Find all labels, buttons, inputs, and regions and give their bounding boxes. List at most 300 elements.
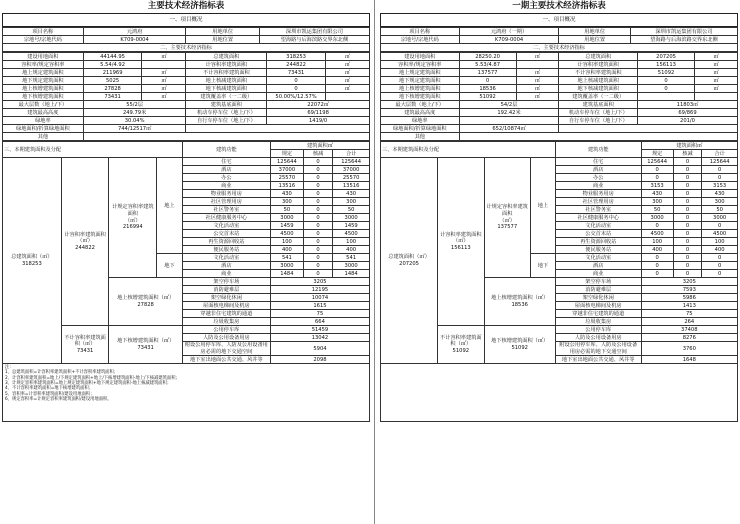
table-cell: 3000	[270, 262, 303, 270]
table-cell: 51092	[459, 93, 516, 101]
table-cell: 0	[267, 77, 326, 85]
table-cell: 深圳市凯运集团有限公司	[630, 28, 737, 36]
table-cell: 100	[702, 238, 738, 246]
group-label: 不计容积率建筑面积（㎡） 51092	[438, 326, 484, 364]
function-name: 商业	[182, 270, 270, 278]
table-cell: 744/12517㎡	[83, 125, 186, 133]
column-header: 核减	[673, 150, 702, 158]
table-cell: 建筑基底面积	[559, 101, 638, 109]
table-cell: 201/0	[638, 117, 738, 125]
section-heading: 二、主要技术经济指标	[3, 44, 370, 52]
table-cell: 12195	[270, 286, 369, 294]
table-cell: 3153	[641, 182, 673, 190]
table-cell: 7593	[641, 286, 737, 294]
table-cell: 2098	[270, 356, 369, 364]
function-name: 再生资源回收站	[555, 238, 641, 246]
function-name: 酒店	[555, 262, 641, 270]
group-label: 地上	[157, 158, 183, 254]
table-cell: 3205	[641, 278, 737, 286]
table-cell: 0	[459, 77, 516, 85]
note-line: 6、规定容积率=计规定容积率建筑面积/建设用地面积。	[5, 396, 112, 402]
table-cell: 地下核增建筑面积	[381, 93, 460, 101]
table-cell: 0	[267, 85, 326, 93]
table-cell: 3000	[270, 214, 303, 222]
function-name: 公用停车库	[555, 326, 641, 334]
table-cell: 5.54/4.92	[83, 61, 142, 69]
table-cell: 4500	[270, 230, 303, 238]
table-cell: 44144.95	[83, 53, 142, 61]
table-cell: 100	[270, 238, 303, 246]
table-cell: 100	[641, 238, 673, 246]
table-cell: 地上核减建筑面积	[186, 77, 267, 85]
table-cell: 0	[702, 262, 738, 270]
table-cell: 125644	[641, 158, 673, 166]
table-cell: 用地位置	[186, 36, 259, 44]
function-name: 社区管理用房	[182, 198, 270, 206]
group-label: 计规定容积率建筑面积 （㎡） 137577	[484, 158, 530, 278]
table-cell: 8276	[641, 334, 737, 342]
table-cell: 0	[673, 262, 702, 270]
project-overview-table	[2, 27, 370, 52]
table-cell: 5025	[83, 77, 142, 85]
table-cell: 总建筑面积	[559, 53, 638, 61]
table-cell	[695, 93, 738, 101]
indicator-table	[2, 52, 370, 141]
table-cell: 300	[270, 198, 303, 206]
table-cell: 318253	[267, 53, 326, 61]
table-cell: ㎡	[695, 53, 738, 61]
table-cell: 5986	[641, 294, 737, 302]
table-cell: 地下规定建筑面积	[381, 77, 460, 85]
function-name: 酒店	[182, 262, 270, 270]
group-label: 不计容积率建筑面积（㎡） 73431	[61, 326, 109, 364]
function-name: 文化活动室	[182, 254, 270, 262]
table-cell: 建筑基底面积	[186, 101, 267, 109]
table-cell: 用地位置	[559, 36, 630, 44]
table-cell: 664	[270, 318, 369, 326]
table-cell: 4500	[333, 230, 370, 238]
table-cell: 0	[638, 85, 695, 93]
table-cell: 0	[303, 270, 332, 278]
table-cell: 75	[641, 310, 737, 318]
table-cell: 25570	[270, 174, 303, 182]
table-cell: 50	[702, 206, 738, 214]
indicator-table	[380, 52, 738, 141]
table-cell: 0	[303, 238, 332, 246]
function-name: 社区警务室	[555, 206, 641, 214]
table-cell: 27828	[83, 85, 142, 93]
table-cell: 249.79米	[83, 109, 186, 117]
table-cell: 0	[641, 222, 673, 230]
function-name: 架空绿化休闲	[182, 294, 270, 302]
table-cell: 50	[333, 206, 370, 214]
table-cell: 400	[333, 246, 370, 254]
column-header: 合计	[702, 150, 738, 158]
table-cell: 300	[333, 198, 370, 206]
column-header: 建筑面积㎡	[270, 142, 369, 150]
table-cell: 4500	[641, 230, 673, 238]
table-cell: ㎡	[142, 93, 186, 101]
table-cell: 430	[641, 190, 673, 198]
table-cell: 用地单位	[559, 28, 630, 36]
function-name: 便民服务站	[182, 246, 270, 254]
function-name: 再生资源回收站	[182, 238, 270, 246]
table-cell: 地上规定建筑面积	[3, 69, 84, 77]
table-cell: 绿地率	[381, 117, 460, 125]
function-name: 附设公用停车库、人防及公用设备用房必需的地下交通空间	[555, 342, 641, 356]
table-cell: 用地单位	[186, 28, 259, 36]
table-cell: 0	[702, 174, 738, 182]
table-cell: 宗地号/宗地代码	[3, 36, 84, 44]
note-line: 5、容积率=计容积率建筑面积/建设用地面积；	[5, 391, 95, 397]
function-name: 垃圾收集房	[555, 318, 641, 326]
table-cell: 项目名称	[381, 28, 460, 36]
table-cell: 地上核增建筑面积	[3, 85, 84, 93]
function-name: 文化活动室	[182, 222, 270, 230]
function-name: 人防及公用设备用房	[182, 334, 270, 342]
column-header: 规定	[641, 150, 673, 158]
table-cell: 156113	[638, 61, 695, 69]
table-cell: 18536	[459, 85, 516, 93]
table-cell: 3000	[333, 214, 370, 222]
group-label: 地下	[530, 254, 555, 278]
section-heading: 三、本期建筑面积及分配	[3, 142, 183, 158]
function-name: 架空绿化休闲	[555, 294, 641, 302]
table-cell: 430	[270, 190, 303, 198]
table-cell: ㎡	[325, 53, 369, 61]
table-cell: 69/1198	[267, 109, 370, 117]
table-cell: 1484	[333, 270, 370, 278]
table-cell: 1459	[270, 222, 303, 230]
table-cell: 400	[270, 246, 303, 254]
function-name: 社区健康服务中心	[555, 214, 641, 222]
table-cell: 54/2层	[459, 101, 559, 109]
table-cell: 建筑覆盖率（一二级）	[559, 93, 638, 101]
table-cell: 0	[702, 166, 738, 174]
table-cell: 1413	[641, 302, 737, 310]
table-cell: 50	[641, 206, 673, 214]
table-cell: 0	[673, 174, 702, 182]
table-cell: 不计容积率建筑面积	[559, 69, 638, 77]
table-cell: ㎡	[695, 61, 738, 69]
table-cell: K709-0004	[459, 36, 559, 44]
table-cell: 37000	[333, 166, 370, 174]
table-cell: 100	[333, 238, 370, 246]
table-cell: 绿地面积/折算绿地面积	[381, 125, 460, 133]
column-header: 合计	[333, 150, 370, 158]
table-cell: 125644	[702, 158, 738, 166]
area-distribution-table	[2, 141, 370, 364]
table-cell: 0	[303, 182, 332, 190]
table-cell: 建设用地面积	[381, 53, 460, 61]
table-cell: 望海路与后海滨路交界东北侧	[630, 36, 737, 44]
table-cell: 5.53/4.87	[459, 61, 516, 69]
table-cell: 207205	[638, 53, 695, 61]
table-cell: 0	[673, 270, 702, 278]
table-cell: 0	[638, 77, 695, 85]
function-name: 酒店	[182, 166, 270, 174]
table-cell: 50.00%/12.57%	[267, 93, 326, 101]
table-cell: 机动车停车位（地上/下）	[559, 109, 638, 117]
function-name: 垃圾收集房	[182, 318, 270, 326]
table-cell: 0	[673, 222, 702, 230]
table-cell: ㎡	[695, 85, 738, 93]
function-name: 酒店	[555, 166, 641, 174]
table-cell: 25570	[333, 174, 370, 182]
table-cell: ㎡	[142, 69, 186, 77]
table-cell: 4500	[702, 230, 738, 238]
function-name: 便民服务站	[555, 246, 641, 254]
table-cell: 建设用地面积	[3, 53, 84, 61]
table-cell: 1484	[270, 270, 303, 278]
table-cell: 50	[270, 206, 303, 214]
section-heading: 一、项目概况	[380, 13, 738, 27]
table-cell: 1615	[270, 302, 369, 310]
function-name: 公交首末站	[555, 230, 641, 238]
function-name: 穿越非住宅建筑的通道	[555, 310, 641, 318]
table-cell: 300	[702, 198, 738, 206]
table-cell: 400	[641, 246, 673, 254]
table-cell: 430	[702, 190, 738, 198]
table-cell: 0	[303, 246, 332, 254]
group-label: 地下核增建筑面积（㎡） 51092	[484, 326, 555, 364]
function-name: 住宅	[555, 158, 641, 166]
table-cell: 0	[673, 238, 702, 246]
table-cell: 0	[303, 214, 332, 222]
notes-box	[380, 364, 738, 422]
table-cell: 机动车停车位（地上/下）	[186, 109, 267, 117]
table-cell: 0	[673, 198, 702, 206]
table-cell	[638, 93, 695, 101]
table-cell: 264	[641, 318, 737, 326]
table-cell: 0	[303, 190, 332, 198]
table-cell: 计容积率建筑面积	[186, 61, 267, 69]
function-name: 办公	[182, 174, 270, 182]
function-name: 穿越非住宅建筑的通道	[182, 310, 270, 318]
table-cell: 容积率/规定容积率	[381, 61, 460, 69]
table-cell: 13516	[270, 182, 303, 190]
note-line: 1、总建筑面积=计容积率建筑面积+不计容积率建筑面积；	[5, 370, 119, 376]
table-cell: 地上核减建筑面积	[559, 77, 638, 85]
table-cell: 51459	[270, 326, 369, 334]
table-cell: 地上核增建筑面积	[381, 85, 460, 93]
table-cell: 541	[333, 254, 370, 262]
table-cell: 51092	[638, 69, 695, 77]
table-cell: 30.04%	[83, 117, 186, 125]
table-cell: 0	[641, 254, 673, 262]
table-cell: 28250.20	[459, 53, 516, 61]
function-name: 地下室出地面公共交通、风井等	[182, 356, 270, 364]
table-cell: ㎡	[516, 69, 559, 77]
group-label: 计容积率建筑面积 （㎡） 244822	[61, 158, 109, 326]
table-cell: 其他	[3, 133, 84, 141]
table-cell: 75	[270, 310, 369, 318]
table-cell: ㎡	[516, 53, 559, 61]
table-cell: 244822	[267, 61, 326, 69]
table-cell: 3760	[641, 342, 737, 356]
table-cell: ㎡	[516, 77, 559, 85]
table-cell: 0	[641, 174, 673, 182]
table-cell: 211969	[83, 69, 142, 77]
table-cell: 652/10874㎡	[459, 125, 559, 133]
function-name: 公交首末站	[182, 230, 270, 238]
table-cell: 计容积率建筑面积	[559, 61, 638, 69]
table-cell: 1419/0	[267, 117, 370, 125]
table-cell: 元鸿府（一期）	[459, 28, 559, 36]
table-cell: 0	[641, 166, 673, 174]
table-title: 主要技术经济指标表	[147, 1, 225, 11]
table-cell: 最大层数（地上/下）	[381, 101, 460, 109]
table-cell: 总建筑面积	[186, 53, 267, 61]
table-cell: 0	[673, 206, 702, 214]
table-cell: 137577	[459, 69, 516, 77]
table-cell: ㎡	[325, 85, 369, 93]
table-cell: ㎡	[516, 93, 559, 101]
table-cell: 0	[702, 222, 738, 230]
function-name: 地下室出地面公共交通、风井等	[555, 356, 641, 364]
group-label: 地上	[530, 158, 555, 254]
table-cell: 自行车停车位（地上/下）	[186, 117, 267, 125]
table-cell: 37000	[270, 166, 303, 174]
table-cell: ㎡	[142, 53, 186, 61]
function-name: 文化活动室	[555, 222, 641, 230]
table-cell: 10074	[270, 294, 369, 302]
table-cell: 22072㎡	[267, 101, 370, 109]
function-name: 屋面核电梯间及机房	[555, 302, 641, 310]
note-line: 2、计容积率建筑面积=地上/下规定建筑面积+地上/下核增建筑面积-地上/下核减建筑面积；	[5, 375, 180, 381]
function-name: 公用停车库	[182, 326, 270, 334]
table-cell: 0	[303, 230, 332, 238]
table-cell: 0	[303, 262, 332, 270]
table-cell	[459, 117, 559, 125]
section-heading: 三、本期建筑面积及分配	[381, 142, 556, 158]
table-title: 一期主要技术经济指标表	[512, 1, 606, 11]
column-header: 规定	[270, 150, 303, 158]
function-name: 商业	[182, 182, 270, 190]
table-cell: 项目名称	[3, 28, 84, 36]
panel-divider	[374, 0, 375, 524]
table-cell: 69/869	[638, 109, 738, 117]
table-cell: 容积率/规定容积率	[3, 61, 84, 69]
table-cell: 0	[303, 206, 332, 214]
table-cell: 0	[673, 166, 702, 174]
table-cell: 宗地号/宗地代码	[381, 36, 460, 44]
table-cell: 建筑最高高度	[3, 109, 84, 117]
table-cell: 绿地率	[3, 117, 84, 125]
table-cell: 建筑最高高度	[381, 109, 460, 117]
table-cell: 0	[673, 214, 702, 222]
table-cell: 地下规定建筑面积	[3, 77, 84, 85]
function-name: 商业	[555, 270, 641, 278]
table-cell: ㎡	[516, 85, 559, 93]
table-cell: 地下核减建筑面积	[559, 85, 638, 93]
table-cell: 自行车停车位（地上/下）	[559, 117, 638, 125]
table-cell: 深圳市凯运集团有限公司	[259, 28, 369, 36]
table-cell: ㎡	[695, 77, 738, 85]
group-label: 计规定容积率建筑面积 （㎡） 216994	[109, 158, 157, 278]
column-header: 核减	[303, 150, 332, 158]
table-cell: 0	[303, 198, 332, 206]
group-label: 总建筑面积（㎡） 207205	[381, 158, 438, 364]
note-line: 3、计规定容积率建筑面积=地上规定建筑面积+地下规定建筑面积-地上核减建筑面积；	[5, 381, 172, 387]
table-cell: 3000	[333, 262, 370, 270]
table-cell: 0	[702, 270, 738, 278]
function-name: 消防避难层	[555, 286, 641, 294]
table-cell: ㎡	[695, 69, 738, 77]
function-name: 文化活动室	[555, 254, 641, 262]
function-name: 物业服务用房	[555, 190, 641, 198]
function-name: 消防避难层	[182, 286, 270, 294]
table-cell: 0	[303, 174, 332, 182]
table-cell	[83, 133, 369, 141]
table-cell: 0	[673, 158, 702, 166]
table-cell: 0	[303, 166, 332, 174]
area-distribution-table	[380, 141, 738, 364]
left-table-panel	[2, 0, 370, 520]
function-name: 社区警务室	[182, 206, 270, 214]
table-cell: K709-0004	[83, 36, 186, 44]
group-label: 地下核增建筑面积（㎡） 73431	[109, 326, 182, 364]
section-heading: 一、项目概况	[2, 13, 370, 27]
table-cell: 0	[303, 158, 332, 166]
table-cell: 73431	[83, 93, 142, 101]
table-cell: 3205	[270, 278, 369, 286]
column-header: 建筑功能	[182, 142, 270, 158]
table-cell: 541	[270, 254, 303, 262]
table-cell: 0	[641, 262, 673, 270]
table-cell: 125644	[333, 158, 370, 166]
table-cell: 地上规定建筑面积	[381, 69, 460, 77]
table-cell: 0	[673, 254, 702, 262]
table-cell: 3000	[702, 214, 738, 222]
table-cell: 300	[641, 198, 673, 206]
table-cell: ㎡	[325, 69, 369, 77]
table-cell: 3000	[641, 214, 673, 222]
table-cell: 不计容积率建筑面积	[186, 69, 267, 77]
group-label: 总建筑面积（㎡） 318253	[3, 158, 62, 364]
note-line: 4、不计容积率建筑面积=地下核增建筑面积；	[5, 386, 93, 392]
table-cell: 11803㎡	[638, 101, 738, 109]
project-overview-table	[380, 27, 738, 52]
table-cell	[186, 125, 370, 133]
group-label: 地下	[157, 254, 183, 278]
table-cell	[459, 133, 737, 141]
table-cell: 5904	[270, 342, 369, 356]
function-name: 社区管理用房	[555, 198, 641, 206]
table-cell	[142, 61, 186, 69]
function-name: 架空停车场	[555, 278, 641, 286]
table-cell: 地下核减建筑面积	[186, 85, 267, 93]
table-cell: 0	[303, 254, 332, 262]
table-cell: 0	[673, 182, 702, 190]
function-name: 商业	[555, 182, 641, 190]
table-cell: 0	[641, 270, 673, 278]
table-cell: 0	[673, 190, 702, 198]
table-cell: 0	[303, 222, 332, 230]
table-cell: 0	[673, 246, 702, 254]
right-table-panel	[380, 0, 738, 520]
table-cell: 55/2层	[83, 101, 186, 109]
table-cell: 37408	[641, 326, 737, 334]
note-line: 注：	[5, 365, 14, 371]
table-cell: 0	[673, 230, 702, 238]
table-cell: 望海路与后海滨路交界东北侧	[259, 36, 369, 44]
table-cell: 绿地面积/折算绿地面积	[3, 125, 84, 133]
column-header: 建筑功能	[555, 142, 641, 158]
group-label: 地上核增建筑面积（㎡） 18536	[484, 278, 555, 326]
table-cell: 1648	[641, 356, 737, 364]
function-name: 社区健康服务中心	[182, 214, 270, 222]
